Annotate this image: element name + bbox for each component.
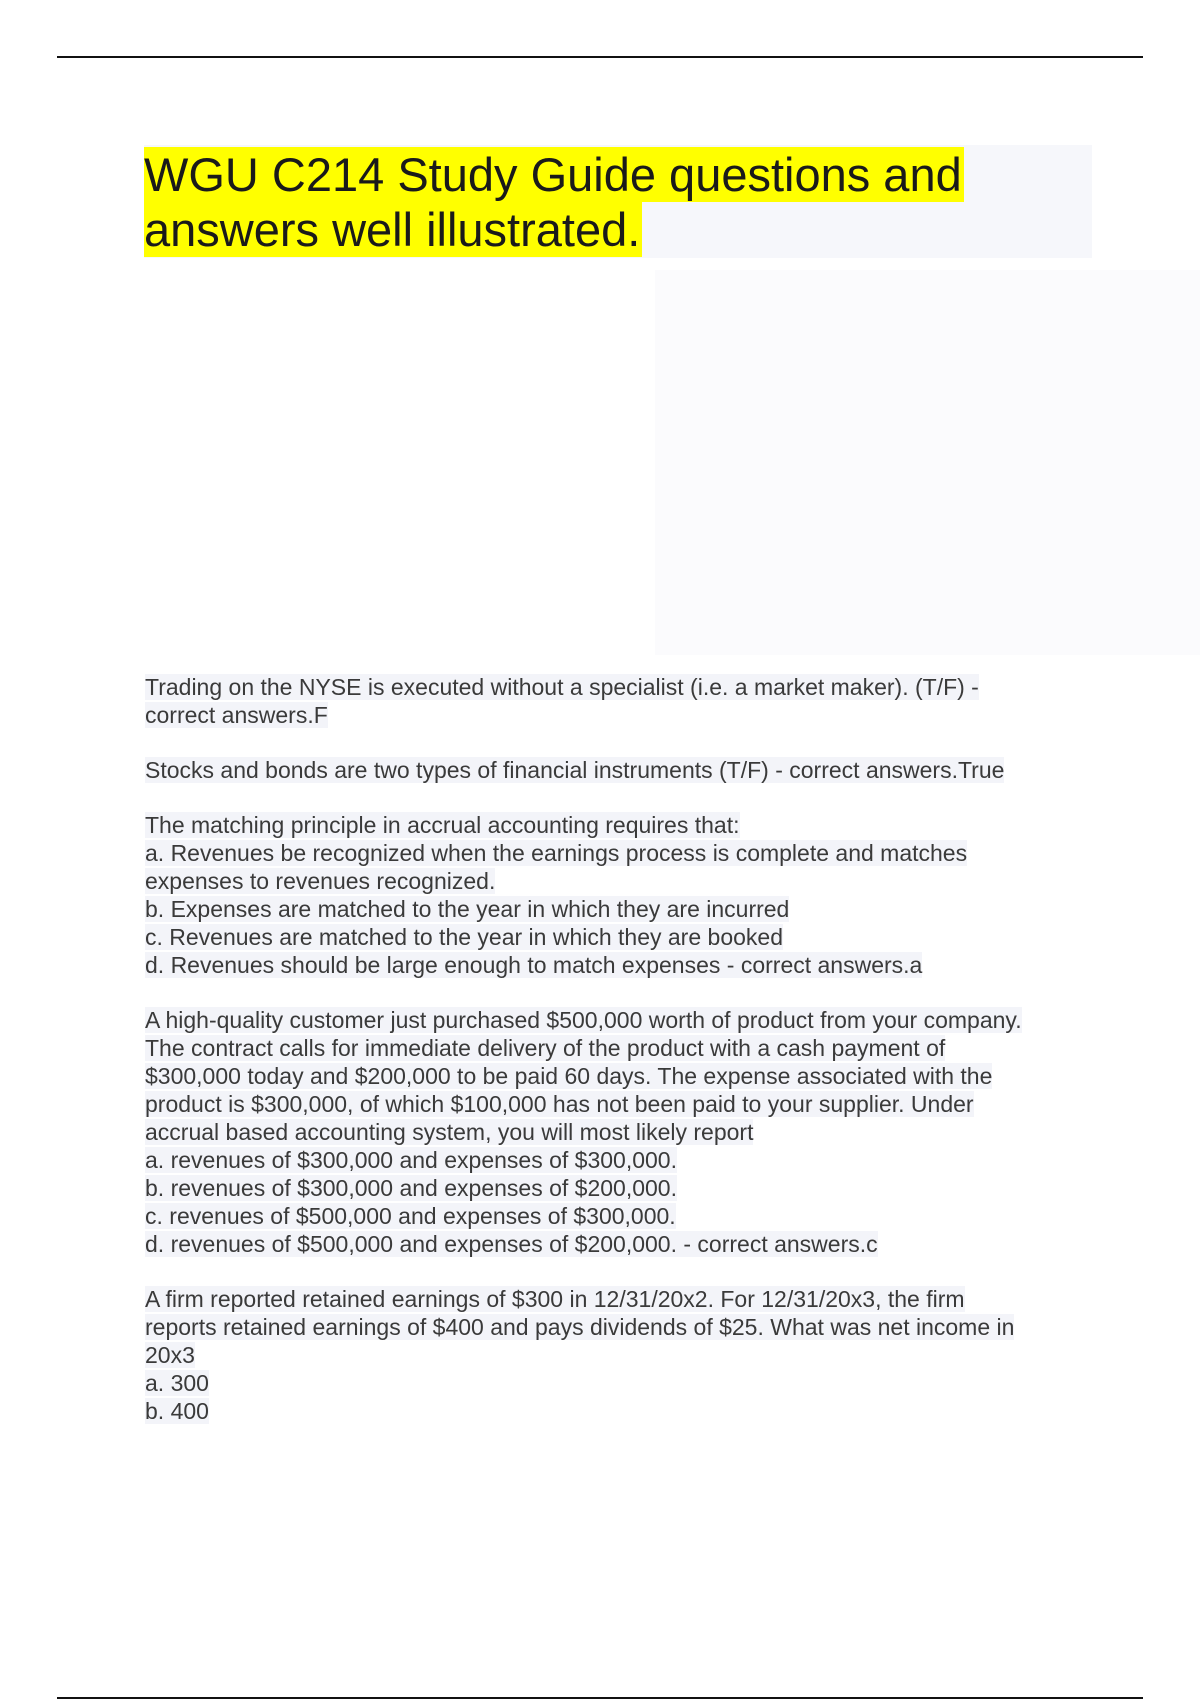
qa-line: c. Revenues are matched to the year in which they are booked [145, 924, 783, 950]
blank-area [655, 270, 1200, 655]
qa-line: d. revenues of $500,000 and expenses of $200,000. - correct answers.c [145, 1231, 878, 1257]
qa-line: b. 400 [145, 1398, 209, 1424]
qa-block-3 [145, 811, 1085, 979]
qa-line: d. Revenues should be large enough to match expenses - correct answers.a [145, 952, 923, 978]
qa-line: reports retained earnings of $400 and pays dividends of $25. What was net income in [145, 1314, 1015, 1340]
qa-block-5 [145, 1285, 1085, 1425]
qa-line: The matching principle in accrual accounting requires that: [145, 812, 740, 838]
qa-line: 20x3 [145, 1342, 195, 1368]
qa-block-2 [145, 756, 1085, 784]
qa-line: A firm reported retained earnings of $300 in 12/31/20x2. For 12/31/20x3, the firm [145, 1286, 965, 1312]
title-line-2: answers well illustrated. [144, 203, 641, 256]
top-divider [57, 56, 1143, 58]
qa-line: a. Revenues be recognized when the earnings process is complete and matches [145, 840, 968, 866]
qa-line: The contract calls for immediate delivery of the product with a cash payment of [145, 1035, 946, 1061]
qa-line: correct answers.F [145, 702, 328, 728]
qa-line: product is $300,000, of which $100,000 has not been paid to your supplier. Under [145, 1091, 974, 1117]
qa-block-1 [145, 673, 1085, 729]
qa-block-4 [145, 1006, 1085, 1258]
qa-line: A high-quality customer just purchased $500,000 worth of product from your company. [145, 1007, 1022, 1033]
qa-line: $300,000 today and $200,000 to be paid 60 days. The expense associated with the [145, 1063, 993, 1089]
title-line-1: WGU C214 Study Guide questions and [144, 148, 962, 201]
qa-line: Stocks and bonds are two types of financial instruments (T/F) - correct answers.True [145, 757, 1005, 783]
qa-line: Trading on the NYSE is executed without a specialist (i.e. a market maker). (T/F) - [145, 674, 979, 700]
document-title [144, 145, 1092, 258]
bottom-divider [57, 1697, 1143, 1699]
qa-line: a. 300 [145, 1370, 209, 1396]
qa-line: accrual based accounting system, you will most likely report [145, 1119, 754, 1145]
qa-line: a. revenues of $300,000 and expenses of $300,000. [145, 1147, 677, 1173]
qa-line: c. revenues of $500,000 and expenses of $300,000. [145, 1203, 676, 1229]
qa-line: expenses to revenues recognized. [145, 868, 496, 894]
qa-content [145, 673, 1085, 1452]
qa-line: b. revenues of $300,000 and expenses of $200,000. [145, 1175, 677, 1201]
qa-line: b. Expenses are matched to the year in which they are incurred [145, 896, 790, 922]
